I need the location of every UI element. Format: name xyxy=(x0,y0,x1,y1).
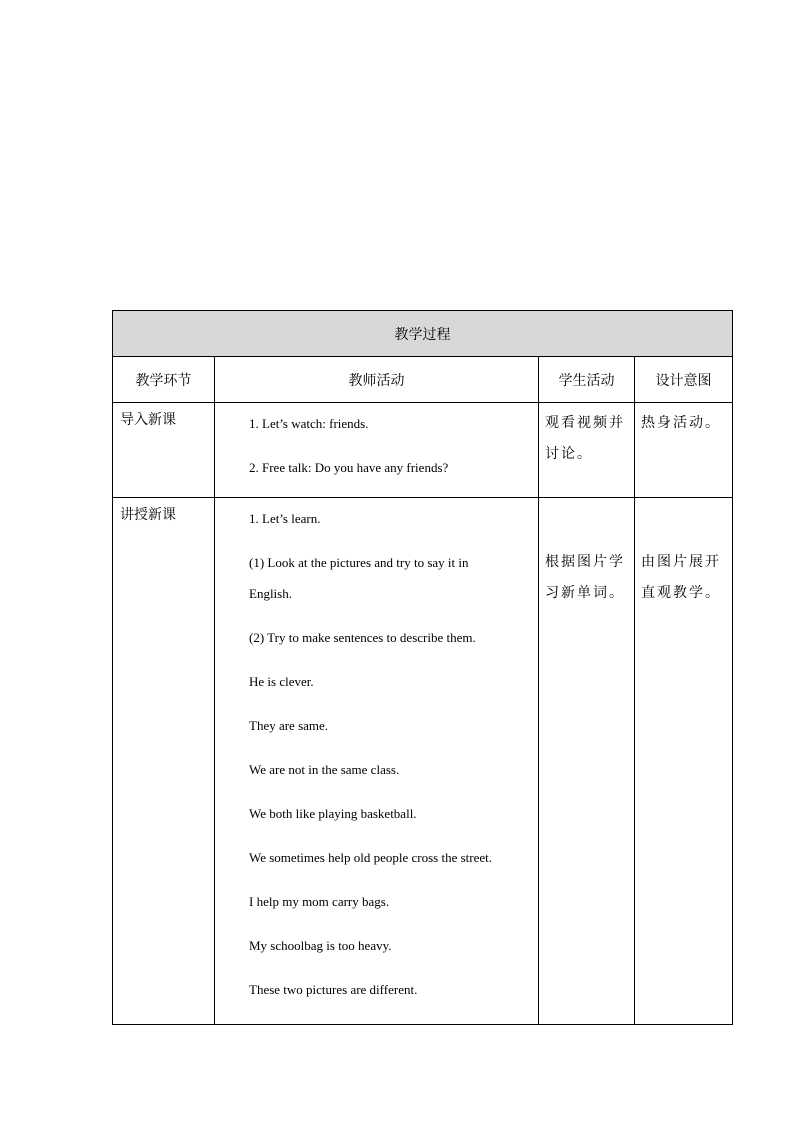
design-intent-cell: 热身活动。 xyxy=(635,403,733,498)
teacher-line: 2. Free talk: Do you have any friends? xyxy=(249,460,449,475)
teacher-line: I help my mom carry bags. xyxy=(249,894,390,909)
teacher-line: (1) Look at the pictures and try to say it in English. xyxy=(249,555,469,601)
design-intent-text: 由图片展开直观教学。 xyxy=(641,554,721,601)
teacher-activity-cell xyxy=(215,403,539,498)
stage-cell: 讲授新课 xyxy=(113,498,215,1025)
teacher-line: He is clever. xyxy=(249,674,314,689)
lesson-process-table xyxy=(112,310,733,1025)
student-activity-text: 根据图片学习新单词。 xyxy=(545,554,625,601)
teacher-activity-cell xyxy=(215,498,539,1025)
student-activity-cell: 观看视频并讨论。 xyxy=(539,403,635,498)
table-title-row xyxy=(113,311,733,357)
teacher-line: We sometimes help old people cross the street. xyxy=(249,850,493,865)
cell-spacer xyxy=(641,503,727,547)
header-design-intent: 设计意图 xyxy=(635,357,733,403)
cell-spacer xyxy=(545,503,629,547)
teacher-line: We both like playing basketball. xyxy=(249,806,417,821)
table-row xyxy=(113,403,733,498)
design-intent-cell xyxy=(635,498,733,1025)
stage-cell: 导入新课 xyxy=(113,403,215,498)
teacher-line: They are same. xyxy=(249,718,329,733)
teacher-line: We are not in the same class. xyxy=(249,762,400,777)
table-row xyxy=(113,498,733,1025)
header-student-activity: 学生活动 xyxy=(539,357,635,403)
table-header-row xyxy=(113,357,733,403)
teacher-line: 1. Let’s learn. xyxy=(249,511,321,526)
teacher-line: My schoolbag is too heavy. xyxy=(249,938,392,953)
teacher-line: These two pictures are different. xyxy=(249,982,418,997)
header-teacher-activity: 教师活动 xyxy=(215,357,539,403)
table-title: 教学过程 xyxy=(113,311,733,357)
header-stage: 教学环节 xyxy=(113,357,215,403)
teacher-line: (2) Try to make sentences to describe them. xyxy=(249,630,476,645)
teacher-line: 1. Let’s watch: friends. xyxy=(249,416,369,431)
student-activity-cell xyxy=(539,498,635,1025)
